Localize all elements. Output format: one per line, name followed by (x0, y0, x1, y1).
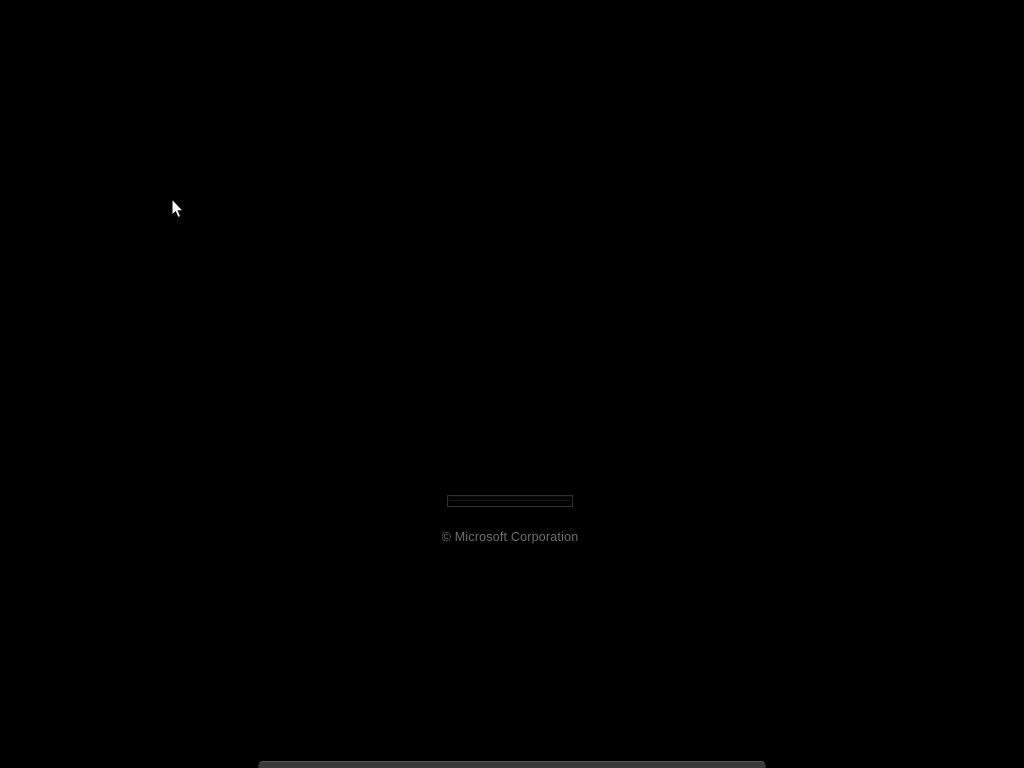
bottom-window-top-edge (258, 761, 766, 768)
mouse-cursor-arrow-icon (170, 198, 185, 220)
copyright-text: © Microsoft Corporation (441, 530, 579, 544)
boot-progress-bar (447, 495, 573, 507)
